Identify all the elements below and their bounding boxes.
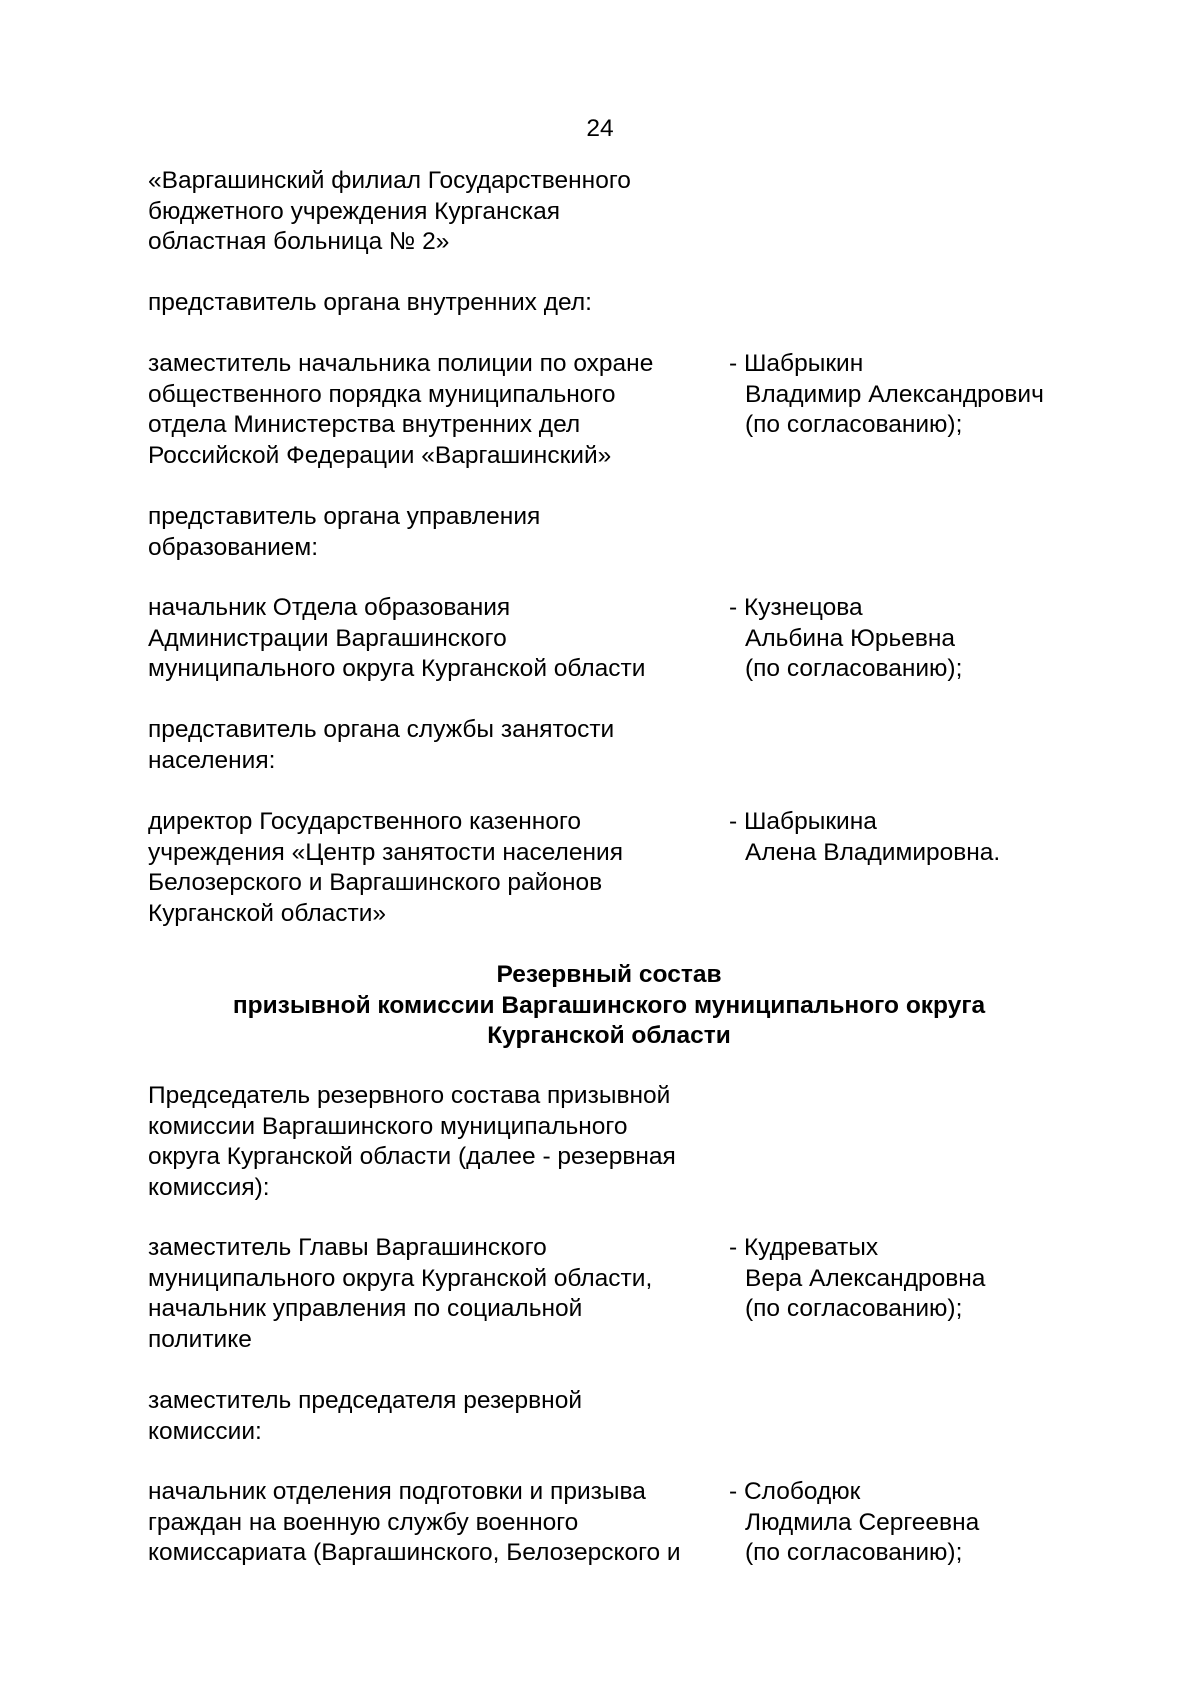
text-line: бюджетного учреждения Курганская xyxy=(148,197,560,225)
text-line: начальник Отдела образования xyxy=(148,594,511,621)
heading-line: Курганской области xyxy=(487,1022,731,1049)
internal-affairs-person xyxy=(729,349,1089,441)
text-line: муниципального округа Курганской области xyxy=(148,655,646,682)
person-name: Людмила Сергеевна xyxy=(745,1508,980,1536)
person-surname: - Шабрыкина xyxy=(729,808,877,835)
reserve-deputy-label xyxy=(148,1386,582,1447)
reserve-deputy-position xyxy=(148,1477,728,1569)
text-line: «Варгашинский филиал Государственного xyxy=(148,167,631,194)
text-line: комиссия): xyxy=(148,1173,270,1201)
person-name: Владимир Александрович xyxy=(745,380,1044,408)
internal-affairs-position xyxy=(148,349,728,471)
text-line: комиссии: xyxy=(148,1417,262,1445)
text-line: комиссии Варгашинского муниципального xyxy=(148,1112,628,1140)
text-line: граждан на военную службу военного xyxy=(148,1508,579,1536)
education-position xyxy=(148,593,728,685)
person-note: (по согласованию); xyxy=(745,1295,963,1322)
text-line: муниципального округа Курганской области, xyxy=(148,1264,653,1292)
heading-line: Резервный состав xyxy=(496,961,722,988)
person-surname: - Шабрыкин xyxy=(729,350,864,377)
person-name: Вера Александровна xyxy=(745,1264,986,1292)
text-line: заместитель начальника полиции по охране xyxy=(148,350,654,377)
text-line: образованием: xyxy=(148,533,319,561)
person-surname: - Слободюк xyxy=(729,1478,861,1505)
text-line: отдела Министерства внутренних дел xyxy=(148,411,581,438)
text-line: Белозерского и Варгашинского районов xyxy=(148,869,603,896)
reserve-chair-label xyxy=(148,1081,676,1203)
text-line: представитель органа управления xyxy=(148,503,541,530)
person-note: (по согласованию); xyxy=(745,411,963,438)
text-line: начальник управления по социальной xyxy=(148,1295,583,1322)
reserve-chair-position xyxy=(148,1233,728,1355)
person-name: Алена Владимировна. xyxy=(745,838,1001,866)
text-line: комиссариата (Варгашинского, Белозерского и xyxy=(148,1539,681,1566)
text-line: общественного порядка муниципального xyxy=(148,380,616,408)
text-line: Курганской области» xyxy=(148,899,387,927)
reserve-heading xyxy=(148,960,1070,1052)
text-line: заместитель председателя резервной xyxy=(148,1387,583,1414)
person-note: (по согласованию); xyxy=(745,655,963,682)
employment-label xyxy=(148,715,614,776)
person-surname: - Кудреватых xyxy=(729,1234,879,1261)
text-line: Председатель резервного состава призывной xyxy=(148,1082,671,1109)
person-note: (по согласованию); xyxy=(745,1539,963,1566)
heading-line: призывной комиссии Варгашинского муниципального округа xyxy=(232,991,986,1019)
person-surname: - Кузнецова xyxy=(729,594,863,621)
text-line: областная больница № 2» xyxy=(148,228,450,255)
text-line: населения: xyxy=(148,746,276,774)
education-person xyxy=(729,593,1089,685)
employment-person xyxy=(729,807,1089,868)
internal-affairs-label xyxy=(148,288,592,319)
text-line: Российской Федерации «Варгашинский» xyxy=(148,441,612,469)
text-line: директор Государственного казенного xyxy=(148,808,581,835)
employment-position xyxy=(148,807,728,929)
reserve-deputy-person xyxy=(729,1477,1089,1569)
text-line: представитель органа службы занятости xyxy=(148,716,615,743)
text-line: представитель органа внутренних дел: xyxy=(148,289,592,316)
top-org-text xyxy=(148,166,631,258)
text-line: политике xyxy=(148,1325,252,1353)
text-line: Администрации Варгашинского xyxy=(148,624,507,652)
text-line: учреждения «Центр занятости населения xyxy=(148,838,623,866)
text-line: заместитель Главы Варгашинского xyxy=(148,1234,547,1261)
person-name: Альбина Юрьевна xyxy=(745,624,956,652)
text-line: начальник отделения подготовки и призыва xyxy=(148,1478,646,1505)
page-number: 24 xyxy=(586,115,614,142)
reserve-chair-person xyxy=(729,1233,1089,1325)
education-label xyxy=(148,502,540,563)
text-line: округа Курганской области (далее - резервная xyxy=(148,1143,676,1170)
